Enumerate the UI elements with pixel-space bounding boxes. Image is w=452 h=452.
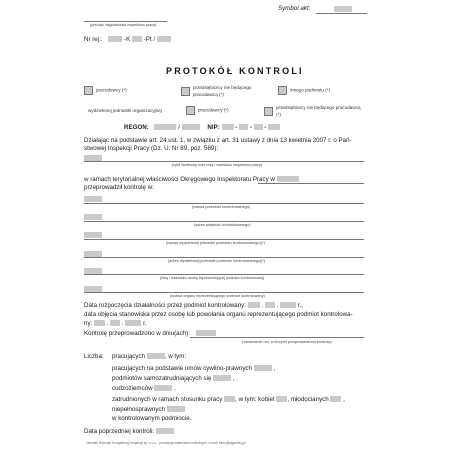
entity-address-field[interactable] — [84, 214, 102, 220]
count-label: Liczba: — [84, 353, 104, 360]
stamp-caption: (pieczęć nagłówkowa inspektora pracy) — [90, 23, 157, 27]
symbol-underline — [316, 13, 367, 14]
representative-line — [84, 274, 364, 275]
checkbox-icon[interactable] — [278, 86, 287, 95]
civil-field[interactable] — [254, 365, 272, 371]
district-field[interactable] — [277, 176, 299, 182]
previous-control-field[interactable] — [156, 428, 174, 434]
self-employed-field[interactable] — [213, 375, 231, 381]
count-civil: pracujących na podstawie umów cywilno-prawnych , — [112, 365, 276, 372]
control-days-field[interactable] — [196, 330, 216, 336]
legal-basis-line2: stwowej Inspekcji Pracy (Dz. U. Nr 89, poz. 589): — [84, 145, 219, 152]
control-days-label: Kontrolę przeprowadzono w dniu(ach): — [84, 330, 190, 337]
employees-field[interactable] — [147, 353, 165, 359]
position-day-field[interactable] — [94, 320, 105, 326]
nr-field-3[interactable] — [157, 36, 171, 42]
nr-field-2[interactable] — [132, 36, 142, 42]
unit-prefix: wydzielonej jednostki organizacyjnej — [88, 108, 162, 113]
checkbox-icon[interactable] — [84, 86, 93, 95]
entity-address-caption: (adres podmiotu kontrolowanego) — [194, 223, 251, 227]
unit-address-line — [84, 257, 364, 258]
activity-day-field[interactable] — [248, 302, 260, 308]
unit-name-caption: (nazwa wydzielonej jednostki podmiotu kontrolowanego)(*) — [166, 241, 265, 245]
activity-month-field[interactable] — [265, 302, 275, 308]
regon-nip-row: REGON: / NIP: - - - — [124, 124, 280, 131]
entity-address-line — [84, 221, 364, 222]
activity-year-field[interactable] — [280, 302, 296, 308]
territorial-suffix: przeprowadził kontrolę w: — [84, 184, 154, 191]
entity-name-line — [84, 203, 364, 204]
option-przedsiebiorcy[interactable]: przedsiębiorcy nie będącego pracodawcą (*) — [181, 84, 263, 98]
contract-field[interactable] — [224, 396, 235, 402]
stamp-line — [84, 21, 167, 22]
position-year-field[interactable] — [125, 320, 141, 326]
control-days-caption: (oznaczenie dni, w których przeprowadzono kontrolę) — [242, 340, 332, 344]
legal-basis-line1: Działając na podstawie art. 24 ust. 1, w związku z art. 31 ustawy z dnia 13 kwietnia 2007 r. o Pań- — [84, 137, 352, 144]
option-innego-podmiotu[interactable]: innego podmiotu (*) — [278, 86, 330, 95]
women-field[interactable] — [276, 396, 287, 402]
count-employees: pracujących , w tym: — [112, 353, 187, 360]
youth-field[interactable] — [330, 396, 341, 402]
nip-field-1[interactable] — [222, 124, 234, 130]
inspector-caption: (tytuł służbowy oraz imię i nazwisko inspektora pracy) — [172, 163, 263, 167]
position-month-field[interactable] — [110, 320, 120, 326]
nr-k: -K — [124, 36, 131, 43]
count-contract: zatrudnionych w ramach stosunku pracy , w tym: kobiet , młodocianych , — [112, 396, 345, 403]
nr-prefix: Nr rej.: — [84, 36, 103, 43]
position-line1: data objęcia stanowiska przez osobę lub powołania organu reprezentującego podmiot kontrolowa- — [84, 311, 353, 318]
symbol-field[interactable] — [334, 6, 352, 12]
inspector-line — [84, 161, 364, 162]
footer-note: Ośrodek Rozwoju Kompetencji Inspekcji sp. z o.o. - produkcja materiałów kontrolnych, e-mail: biuro@sigembrg.pl — [86, 441, 246, 445]
disabled-field[interactable] — [167, 406, 185, 412]
nip-label: NIP: — [207, 124, 220, 131]
count-foreigners: cudzoziemców , — [112, 385, 176, 392]
count-disabled: niepełnosprawnych — [112, 406, 185, 413]
nip-field-2[interactable] — [239, 124, 248, 130]
unit-address-caption: (adres wydzielonej jednostki podmiotu kontrolowanego)(*) — [168, 259, 266, 263]
document-title: PROTOKÓŁ KONTROLI — [166, 66, 304, 76]
regon-field-1[interactable] — [154, 124, 176, 130]
checkbox-icon[interactable] — [186, 106, 195, 115]
registration-number — [84, 36, 171, 43]
representative-body-caption: (nazwa organu reprezentującego podmiot kontrolowany) — [170, 294, 265, 298]
nip-field-3[interactable] — [254, 124, 263, 130]
activity-start-row: Data rozpoczęcia działalności przez podmiot kontrolowany: . . r., — [84, 302, 303, 309]
option-unit-przedsiebiorcy[interactable]: przedsiębiorcy nie będącego pracodawcą (*) — [264, 104, 366, 118]
option-pracodawcy[interactable]: pracodawcy (*) — [84, 86, 127, 95]
entity-name-caption: (nazwa podmiotu kontrolowanego) — [192, 205, 251, 209]
nr-field-1[interactable] — [108, 36, 122, 42]
count-self-employed: podmiotów samozatrudniających się , — [112, 375, 235, 382]
district-underline — [258, 183, 364, 184]
checkbox-icon[interactable] — [181, 87, 190, 96]
nr-pt: -Pt / — [143, 36, 156, 43]
control-days-line — [190, 337, 364, 338]
foreigners-field[interactable] — [154, 385, 172, 391]
option-unit-pracodawcy[interactable]: pracodawcy (*) — [186, 106, 229, 115]
count-last-line: w kontrolowanym podmiocie. — [112, 415, 192, 422]
territorial-line: w ramach terytorialnej właściwości Okręgowego Inspektoratu Pracy w — [84, 176, 299, 183]
unit-name-field[interactable] — [84, 232, 102, 238]
regon-label: REGON: — [124, 124, 149, 131]
position-line2: ny: . . r. — [84, 320, 147, 327]
regon-field-2[interactable] — [182, 124, 200, 130]
previous-control: Data poprzedniej kontroli: — [84, 428, 174, 435]
unit-name-line — [84, 239, 364, 240]
representative-body-line — [84, 292, 364, 293]
representative-caption: (imię i nazwisko osoby reprezentującej podmiot kontrolowany) — [160, 276, 265, 280]
checkbox-icon[interactable] — [264, 107, 273, 116]
entity-name-field[interactable] — [84, 196, 102, 202]
nip-field-4[interactable] — [268, 124, 280, 130]
symbol-label: Symbol akt: — [278, 5, 311, 12]
